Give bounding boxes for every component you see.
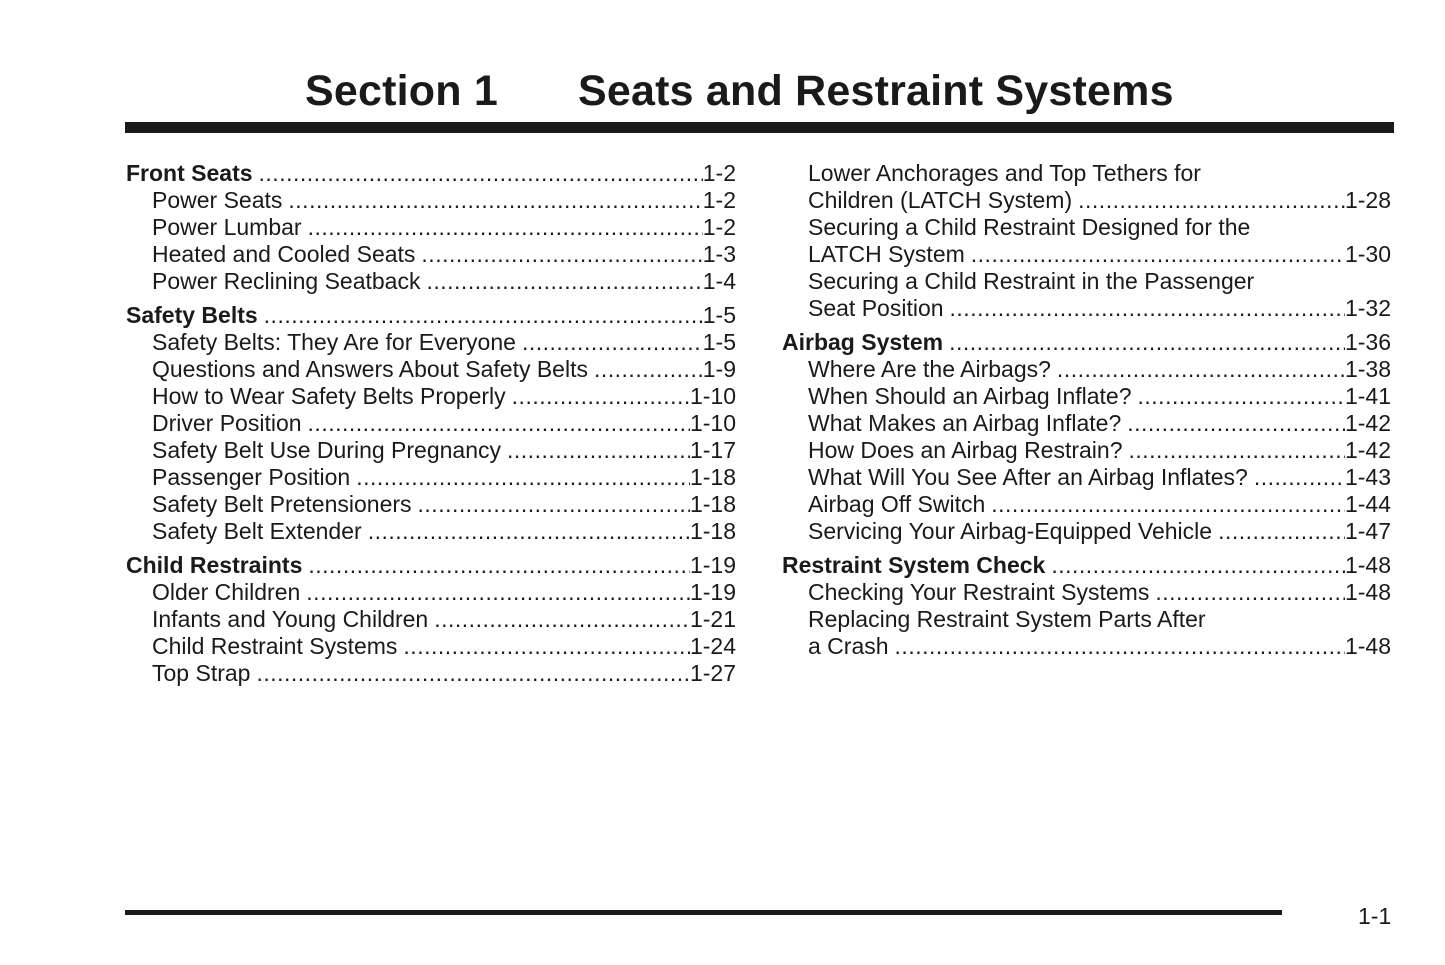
toc-entry-page: 1-38: [1344, 356, 1391, 382]
toc-entry-title: What Will You See After an Airbag Inflates?: [808, 464, 1254, 491]
toc-entry-title: Passenger Position: [152, 464, 356, 491]
dot-leader: [403, 633, 690, 660]
toc-entry-page: 1-4: [702, 268, 736, 294]
toc-entry-questions-and-answers-about-safety-belts[interactable]: [126, 356, 736, 383]
toc-entry-safety-belts-they-are-for-everyone[interactable]: [126, 329, 736, 356]
toc-entry-page: 1-42: [1344, 437, 1391, 463]
toc-section-safety-belts[interactable]: [126, 302, 736, 329]
dot-leader: [950, 295, 1345, 322]
dot-leader: [1051, 552, 1345, 579]
dot-leader: [418, 491, 690, 518]
toc-entry-title: Securing a Child Restraint Designed for the: [808, 214, 1256, 241]
toc-entry-how-to-wear-safety-belts-properly[interactable]: [126, 383, 736, 410]
dot-leader: [308, 552, 690, 579]
dot-leader: [1218, 518, 1345, 545]
toc-entry-what-will-you-see-after-an-airbag-inflates[interactable]: [782, 464, 1391, 491]
toc-entry-replacing-restraint-system-parts-after[interactable]: [782, 606, 1391, 660]
dot-leader: [1129, 437, 1345, 464]
toc-entry-title: Infants and Young Children: [152, 606, 434, 633]
toc-entry-title: Safety Belt Use During Pregnancy: [152, 437, 507, 464]
toc-entry-title: Checking Your Restraint Systems: [808, 579, 1155, 606]
toc-section-title: Airbag System: [782, 329, 949, 356]
toc-entry-driver-position[interactable]: [126, 410, 736, 437]
toc-entry-safety-belt-extender[interactable]: [126, 518, 736, 545]
dot-leader: [259, 160, 703, 187]
toc-entry-title: Replacing Restraint System Parts After: [808, 606, 1212, 633]
footer-rule: [125, 910, 1282, 915]
section-title: Seats and Restraint Systems: [578, 67, 1174, 115]
toc-entry-title: Questions and Answers About Safety Belts: [152, 356, 594, 383]
dot-leader: [949, 329, 1345, 356]
toc-entry-page: 1-3: [702, 241, 736, 267]
section-label: Section 1: [305, 67, 498, 115]
toc-entry-infants-and-young-children[interactable]: [126, 606, 736, 633]
dot-leader: [895, 633, 1345, 660]
toc-entry-securing-a-child-restraint-in-the-passenger[interactable]: [782, 268, 1391, 322]
toc-entry-page: 1-48: [1344, 633, 1391, 659]
toc-section-front-seats[interactable]: [126, 160, 736, 187]
toc-entry-page: 1-48: [1344, 579, 1391, 605]
toc-entry-when-should-an-airbag-inflate[interactable]: [782, 383, 1391, 410]
toc-entry-title-continuation: Children (LATCH System): [808, 187, 1078, 214]
toc-entry-where-are-the-airbags[interactable]: [782, 356, 1391, 383]
toc-entry-title: Airbag Off Switch: [808, 491, 991, 518]
section-header: [0, 66, 1445, 116]
dot-leader: [512, 383, 690, 410]
toc-entry-title: Lower Anchorages and Top Tethers for: [808, 160, 1207, 187]
toc-entry-page: 1-30: [1344, 241, 1391, 267]
toc-entry-title: Servicing Your Airbag-Equipped Vehicle: [808, 518, 1218, 545]
toc-list-right: [782, 160, 1391, 660]
toc-entry-title-continuation: a Crash: [808, 633, 895, 660]
toc-entry-top-strap[interactable]: [126, 660, 736, 687]
dot-leader: [991, 491, 1345, 518]
toc-entry-title-continuation: Seat Position: [808, 295, 950, 322]
toc-section-airbag-system[interactable]: [782, 329, 1391, 356]
toc-entry-title: When Should an Airbag Inflate?: [808, 383, 1138, 410]
toc-entry-safety-belt-pretensioners[interactable]: [126, 491, 736, 518]
toc-entry-power-reclining-seatback[interactable]: [126, 268, 736, 295]
toc-entry-page: 1-2: [702, 214, 736, 240]
toc-section-restraint-system-check[interactable]: [782, 552, 1391, 579]
toc-entry-page: 1-43: [1344, 464, 1391, 490]
toc-entry-how-does-an-airbag-restrain[interactable]: [782, 437, 1391, 464]
dot-leader: [256, 660, 690, 687]
toc-entry-page: 1-10: [689, 410, 736, 436]
toc-entry-passenger-position[interactable]: [126, 464, 736, 491]
toc-entry-what-makes-an-airbag-inflate[interactable]: [782, 410, 1391, 437]
toc-entry-title: How Does an Airbag Restrain?: [808, 437, 1129, 464]
toc-entry-page: 1-41: [1344, 383, 1391, 409]
dot-leader: [1155, 579, 1345, 606]
toc-entry-page: 1-47: [1344, 518, 1391, 544]
toc-entry-page: 1-19: [689, 552, 736, 578]
dot-leader: [426, 268, 702, 295]
dot-leader: [1254, 464, 1345, 491]
toc-entry-page: 1-5: [702, 302, 736, 328]
toc-entry-page: 1-44: [1344, 491, 1391, 517]
toc-entry-title: Safety Belt Extender: [152, 518, 368, 545]
toc-entry-title: Child Restraint Systems: [152, 633, 403, 660]
toc-entry-title: Safety Belts: They Are for Everyone: [152, 329, 522, 356]
dot-leader: [421, 241, 702, 268]
toc-entry-older-children[interactable]: [126, 579, 736, 606]
dot-leader: [1127, 410, 1345, 437]
dot-leader: [1057, 356, 1345, 383]
dot-leader: [507, 437, 690, 464]
toc-entry-child-restraint-systems[interactable]: [126, 633, 736, 660]
toc-entry-page: 1-36: [1344, 329, 1391, 355]
toc-entry-securing-a-child-restraint-designed-for-the[interactable]: [782, 214, 1391, 268]
dot-leader: [1078, 187, 1345, 214]
toc-entry-page: 1-2: [702, 187, 736, 213]
toc-entry-title: Heated and Cooled Seats: [152, 241, 421, 268]
toc-entry-title: Securing a Child Restraint in the Passenger: [808, 268, 1260, 295]
toc-entry-page: 1-17: [689, 437, 736, 463]
toc-entry-page: 1-10: [689, 383, 736, 409]
toc-entry-lower-anchorages-and-top-tethers-for[interactable]: [782, 160, 1391, 214]
toc-entry-page: 1-32: [1344, 295, 1391, 321]
dot-leader: [594, 356, 703, 383]
toc-entry-title: How to Wear Safety Belts Properly: [152, 383, 512, 410]
toc-entry-title: Safety Belt Pretensioners: [152, 491, 418, 518]
page-number: 1-1: [1358, 903, 1392, 929]
toc-entry-power-lumbar[interactable]: [126, 214, 736, 241]
toc-entry-title: Power Lumbar: [152, 214, 308, 241]
toc-section-title: Front Seats: [126, 160, 259, 187]
header-rule: [125, 122, 1394, 133]
toc-column-right: [782, 160, 1391, 660]
toc-column-left: [126, 160, 736, 687]
dot-leader: [288, 187, 702, 214]
dot-leader: [1138, 383, 1345, 410]
toc-entry-title: Driver Position: [152, 410, 308, 437]
toc-entry-title: What Makes an Airbag Inflate?: [808, 410, 1127, 437]
dot-leader: [264, 302, 703, 329]
dot-leader: [308, 214, 703, 241]
toc-entry-title: Power Reclining Seatback: [152, 268, 426, 295]
dot-leader: [971, 241, 1345, 268]
toc-entry-airbag-off-switch[interactable]: [782, 491, 1391, 518]
toc-entry-page: 1-5: [702, 329, 736, 355]
toc-section-title: Restraint System Check: [782, 552, 1051, 579]
toc-entry-page: 1-28: [1344, 187, 1391, 213]
dot-leader: [522, 329, 703, 356]
toc-entry-page: 1-42: [1344, 410, 1391, 436]
dot-leader: [368, 518, 690, 545]
dot-leader: [356, 464, 690, 491]
toc-entry-page: 1-2: [702, 160, 736, 186]
toc-entry-title: Where Are the Airbags?: [808, 356, 1057, 383]
toc-section-child-restraints[interactable]: [126, 552, 736, 579]
toc-entry-page: 1-18: [689, 464, 736, 490]
toc-entry-title: Older Children: [152, 579, 306, 606]
dot-leader: [434, 606, 690, 633]
toc-entry-page: 1-21: [689, 606, 736, 632]
toc-entry-title: Power Seats: [152, 187, 288, 214]
toc-entry-title: Top Strap: [152, 660, 256, 687]
toc-entry-power-seats[interactable]: [126, 187, 736, 214]
toc-entry-page: 1-24: [689, 633, 736, 659]
dot-leader: [308, 410, 690, 437]
toc-section-title: Child Restraints: [126, 552, 308, 579]
toc-entry-page: 1-18: [689, 491, 736, 517]
toc-entry-page: 1-18: [689, 518, 736, 544]
dot-leader: [306, 579, 690, 606]
toc-entry-page: 1-48: [1344, 552, 1391, 578]
toc-entry-heated-and-cooled-seats[interactable]: [126, 241, 736, 268]
toc-entry-page: 1-19: [689, 579, 736, 605]
toc-section-title: Safety Belts: [126, 302, 264, 329]
toc-entry-safety-belt-use-during-pregnancy[interactable]: [126, 437, 736, 464]
toc-entry-servicing-your-airbag-equipped-vehicle[interactable]: [782, 518, 1391, 545]
toc-entry-page: 1-27: [689, 660, 736, 686]
toc-list-left: [126, 160, 736, 687]
toc-entry-title-continuation: LATCH System: [808, 241, 971, 268]
toc-entry-checking-your-restraint-systems[interactable]: [782, 579, 1391, 606]
toc-entry-page: 1-9: [702, 356, 736, 382]
